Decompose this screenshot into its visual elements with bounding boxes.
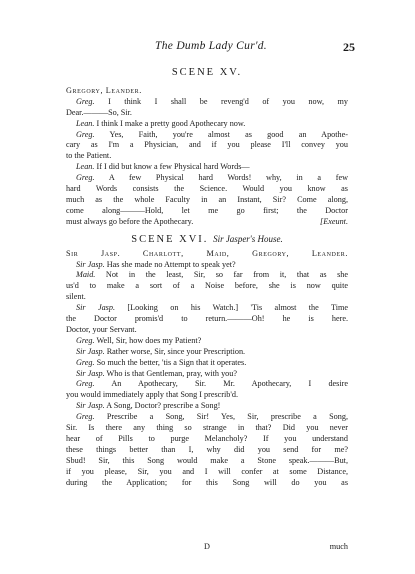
speech-text: silent. xyxy=(66,292,86,302)
speech-text: must always go before the Apothecary. xyxy=(66,216,194,226)
dialogue-line xyxy=(66,467,348,478)
speech-text: A few Physical hard Words! why, in a few xyxy=(94,173,348,183)
dialogue-block xyxy=(66,97,348,228)
dialogue-line xyxy=(66,303,348,314)
speaker-name: Greg. xyxy=(76,173,95,183)
speech-text: much as the whole Faculty in an Instant, Sir? Come along, xyxy=(66,194,348,204)
dialogue-line xyxy=(66,369,348,380)
speech-text: the Doctor promis'd to return.———Oh! he is here. xyxy=(66,314,348,324)
dialogue-line xyxy=(66,379,348,390)
speech-text: A Song, Doctor? prescribe a Song! xyxy=(104,401,221,411)
speech-text: us'd to make a sort of a Noise before, she is now quite xyxy=(66,281,348,291)
dialogue-line xyxy=(66,292,348,303)
speech-text: hear of Pills to purge Melancholy? If you understand xyxy=(66,434,348,443)
running-title: The Dumb Lady Cur'd. xyxy=(155,40,267,52)
speaker-name: Greg. xyxy=(76,379,95,389)
scene-characters: Sir Jasp. Charlott, Maid, Gregory, Leander. xyxy=(66,248,348,258)
catchword: much xyxy=(329,542,348,551)
speech-text: Has she made no Attempt to speak yet? xyxy=(104,259,236,269)
speaker-name: Greg. xyxy=(76,412,95,422)
dialogue-line xyxy=(66,119,348,130)
dialogue-line xyxy=(66,108,348,119)
scene-heading xyxy=(66,234,348,246)
dialogue-line xyxy=(66,401,348,412)
scene-heading: SCENE XV. xyxy=(171,67,243,78)
dialogue-block xyxy=(66,260,348,489)
running-head xyxy=(0,40,415,56)
speech-text: Yes, Faith, you're almost as good an Apothe- xyxy=(94,129,348,139)
speaker-name: Sir Jasp. xyxy=(76,346,105,356)
dialogue-line xyxy=(66,456,348,467)
dialogue-line xyxy=(66,184,348,195)
dialogue-line xyxy=(66,130,348,141)
speech-text: Dear.———So, Sir. xyxy=(66,107,132,117)
speaker-name: Greg. xyxy=(76,357,95,367)
dialogue-line xyxy=(66,347,348,358)
dialogue-line xyxy=(66,336,348,347)
speech-text: Sbud! Sir, this Song would make a Stone speak.———But, xyxy=(66,455,348,465)
speech-text: Who is that Gentleman, pray, with you? xyxy=(104,368,237,378)
dialogue-line xyxy=(66,281,348,292)
dialogue-line xyxy=(66,151,348,162)
speech-text: hard Words consists the Science. Would you know as xyxy=(66,184,348,194)
speech-text: Well, Sir, how does my Patient? xyxy=(94,335,202,345)
dialogue-line xyxy=(66,390,348,401)
dialogue-line xyxy=(66,412,348,423)
dialogue-line xyxy=(66,325,348,336)
speech-text: Sir. Is there any thing so strange in that? Did you never xyxy=(66,423,348,433)
dialogue-line xyxy=(66,97,348,108)
speech-text: [Looking on his Watch.] 'Tis almost the Time xyxy=(115,303,348,313)
speaker-name: Greg. xyxy=(76,129,95,139)
speech-text: Rather worse, Sir, since your Prescription. xyxy=(104,346,246,356)
dialogue-line xyxy=(66,478,348,489)
speaker-name: Lean. xyxy=(76,118,95,128)
dialogue-line xyxy=(66,195,348,206)
speaker-name: Maid. xyxy=(76,270,96,280)
text-block xyxy=(66,62,348,489)
page-number: 25 xyxy=(343,40,355,54)
speech-text: these things better than I, why did you send for me? xyxy=(66,444,348,454)
dialogue-line xyxy=(66,445,348,456)
signature-mark: D xyxy=(204,542,210,551)
dialogue-line xyxy=(66,260,348,271)
speech-text: Doctor, your Servant. xyxy=(66,324,137,334)
dialogue-line xyxy=(66,217,348,228)
page-footer xyxy=(66,542,348,554)
speech-text: you would immediately apply that Song I prescrib'd. xyxy=(66,390,239,400)
stage-direction: [Exeunt. xyxy=(320,216,348,226)
dialogue-line xyxy=(66,173,348,184)
dialogue-line xyxy=(66,358,348,369)
speaker-name: Lean. xyxy=(76,162,95,172)
dialogue-line xyxy=(66,314,348,325)
speech-text: I think I make a pretty good Apothecary now. xyxy=(94,118,246,128)
speech-text: if you please, Sir, you and I will confer at some Distance, xyxy=(66,466,348,476)
speaker-name: Greg. xyxy=(76,335,95,345)
speech-text: If I did but know a few Physical hard Words— xyxy=(94,162,250,172)
speech-text: I think I shall be reveng'd of you now, my xyxy=(94,96,348,106)
speech-text: during the Application; for this Song will do you as xyxy=(66,477,348,487)
speech-text: An Apothecary, Sir. Mr. Apothecary, I desire xyxy=(94,379,348,389)
dialogue-line xyxy=(66,140,348,151)
speaker-name: Sir Jasp. xyxy=(76,259,105,269)
speech-text: to the Patient. xyxy=(66,151,112,161)
dialogue-line xyxy=(66,270,348,281)
dialogue-line xyxy=(66,162,348,173)
speaker-name: Greg. xyxy=(76,96,95,106)
dialogue-line xyxy=(66,423,348,434)
speech-text: So much the better, 'tis a Sign that it operates. xyxy=(94,357,247,367)
speech-text: cary as I'm a Physician, and if you please I'll convey you xyxy=(66,140,348,150)
speaker-name: Sir Jasp. xyxy=(76,368,105,378)
speech-text: come along———Hold, let me go first; the Doctor xyxy=(66,205,348,215)
speaker-name: Sir Jasp. xyxy=(76,303,115,313)
dialogue-line xyxy=(66,434,348,445)
scene-number: SCENE XVI. xyxy=(131,233,209,245)
speech-text: Prescribe a Song, Sir! Yes, Sir, prescribe a Song, xyxy=(94,412,348,422)
speech-text: Not in the least, Sir, so far from it, that as she xyxy=(95,270,348,280)
scene-location: Sir Jasper's House. xyxy=(213,233,283,244)
scene-characters: Gregory, Leander. xyxy=(66,85,142,95)
dialogue-line xyxy=(66,206,348,217)
speaker-name: Sir Jasp. xyxy=(76,401,105,411)
